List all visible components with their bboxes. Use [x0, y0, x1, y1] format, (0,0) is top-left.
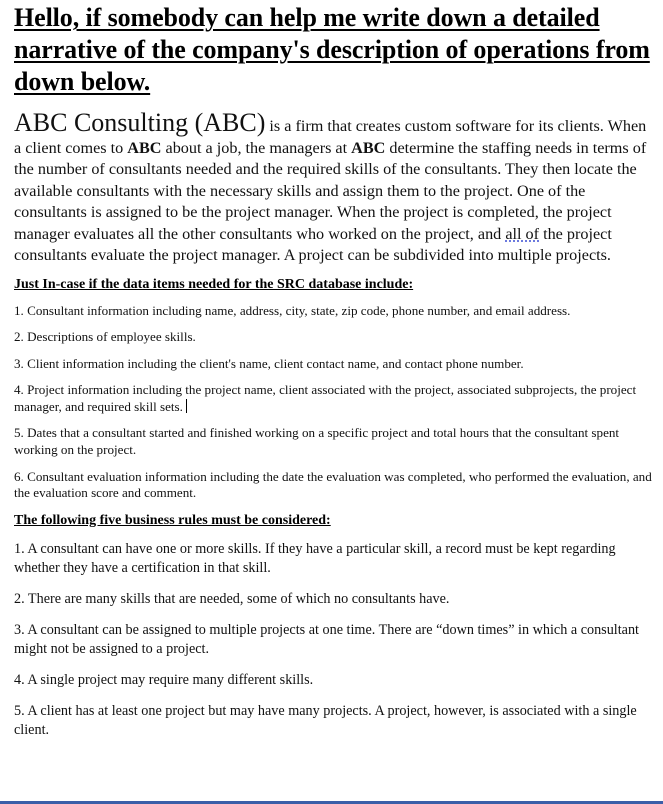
page-title: Hello, if somebody can help me write down a detailed narrative of the company's description of operations from down below.	[14, 3, 650, 96]
data-items-heading: Just In-case if the data items needed for the SRC database include:	[14, 276, 414, 292]
list-item: 1. Consultant information including name, address, city, state, zip code, phone number, and email address.	[14, 302, 571, 318]
list-item: 5. A client has at least one project but may have many projects. A project, however, is associated with a single client.	[14, 702, 637, 738]
intro-text-1: is a firm that creates custom software for its clients. When a client comes to	[14, 117, 647, 157]
abc-bold-1: ABC	[127, 138, 162, 157]
business-rules-heading: The following five business rules must be considered:	[14, 512, 331, 528]
intro-text-4: the project consultants evaluate the project manager. A project can be subdivided into multiple projects.	[14, 224, 612, 264]
document-page	[14, 0, 654, 740]
grammar-flag[interactable]: all of	[505, 224, 540, 243]
list-item: 3. Client information including the client's name, client contact name, and contact phone number.	[14, 355, 524, 371]
list-item: 5. Dates that a consultant started and finished working on a specific project and total hours that the consultant spent working on the project.	[14, 425, 620, 458]
list-item-with-caret	[14, 382, 654, 415]
list-item-text: 4. Project information including the project name, client associated with the project, associated subprojects, the project manager, and required skill sets.	[14, 382, 637, 414]
list-item: 4. A single project may require many different skills.	[14, 671, 314, 688]
list-item: 1. A consultant can have one or more skills. If they have a particular skill, a record must be kept regarding whether they have a certification in that skill.	[14, 540, 616, 576]
abc-bold-2: ABC	[351, 138, 386, 157]
business-rules-list	[14, 540, 654, 740]
list-item: 2. Descriptions of employee skills.	[14, 329, 196, 345]
text-cursor	[186, 399, 187, 413]
list-item: 6. Consultant evaluation information including the date the evaluation was completed, who performed the evaluation, and the evaluation score and comment.	[14, 468, 652, 501]
list-item: 2. There are many skills that are needed, some of which no consultants have.	[14, 590, 450, 607]
intro-text-2: about a job, the managers at	[161, 138, 352, 157]
intro-paragraph	[14, 110, 654, 267]
company-name: ABC Consulting (ABC)	[14, 108, 266, 137]
intro-text-3: determine the staffing needs in terms of the number of consultants needed and the required skills of the consultants. They then locate the available consultants with the necessary skills and assign them to the project. One of the consultants is assigned to be the project manager. When the project is completed, the project manager evaluates all the other consultants who worked on the project, and	[14, 138, 647, 243]
list-item: 3. A consultant can be assigned to multiple projects at one time. There are “down times” in which a consultant might not be assigned to a project.	[14, 621, 640, 657]
data-items-list	[14, 303, 654, 502]
